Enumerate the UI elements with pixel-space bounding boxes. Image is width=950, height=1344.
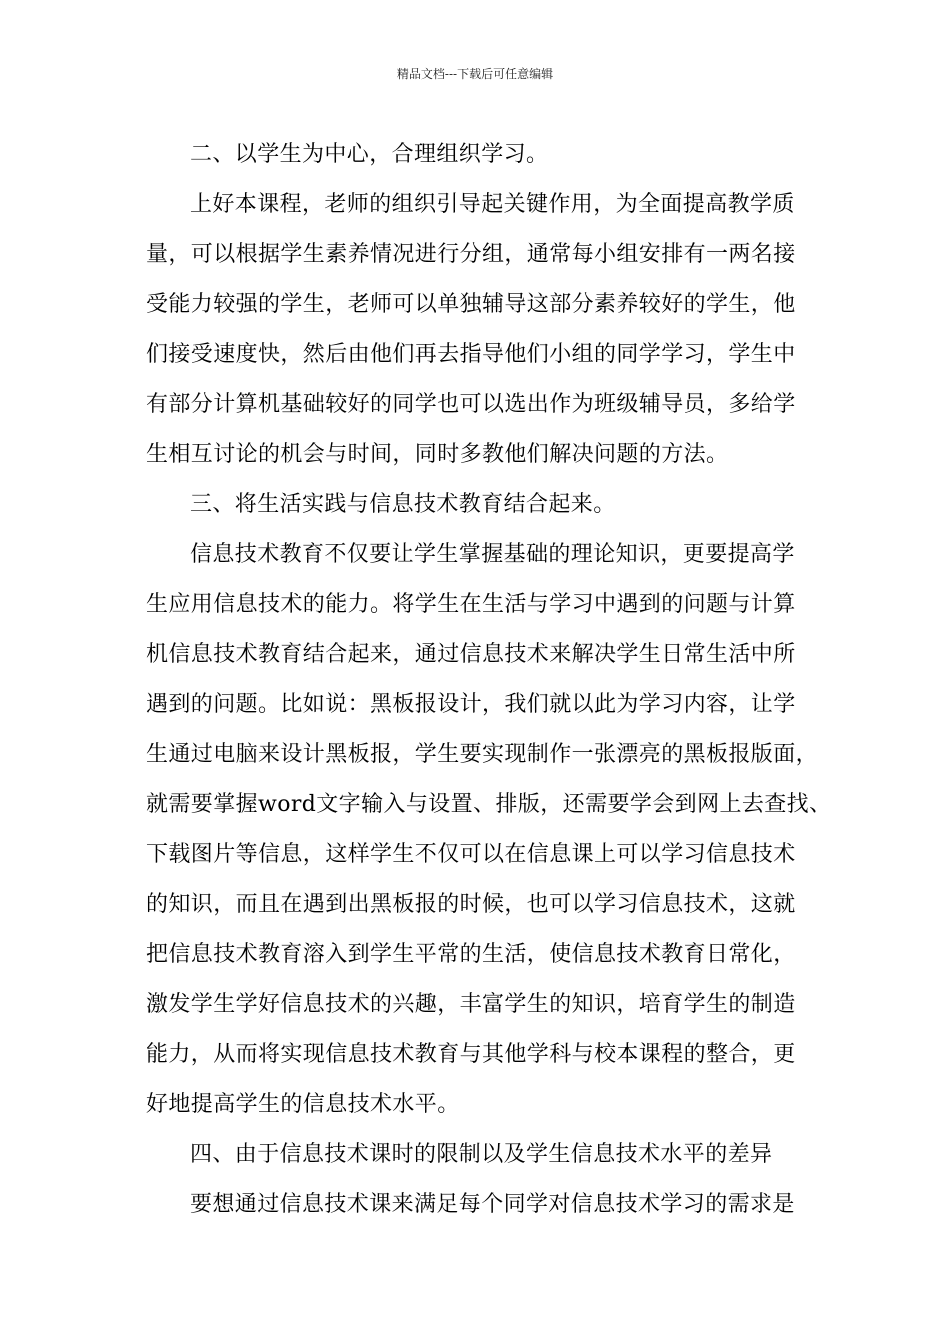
page-header: 精品文档---下载后可任意编辑 bbox=[396, 67, 554, 81]
text-line: 就需要掌握word文字输入与设置、排版，还需要学会到网上去查找、 bbox=[146, 792, 832, 817]
text-line: 三、将生活实践与信息技术教育结合起来。 bbox=[190, 492, 616, 517]
text-line: 要想通过信息技术课来满足每个同学对信息技术学习的需求是 bbox=[190, 1192, 795, 1217]
text-line: 生通过电脑来设计黑板报，学生要实现制作一张漂亮的黑板报版面， bbox=[146, 742, 819, 767]
text-line: 好地提高学生的信息技术水平。 bbox=[146, 1092, 460, 1117]
text-line: 能力，从而将实现信息技术教育与其他学科与校本课程的整合，更 bbox=[146, 1042, 796, 1067]
text-line: 生应用信息技术的能力。将学生在生活与学习中遇到的问题与计算 bbox=[146, 592, 796, 617]
text-line: 量，可以根据学生素养情况进行分组，通常每小组安排有一两名接 bbox=[146, 242, 796, 267]
text-line: 激发学生学好信息技术的兴趣，丰富学生的知识，培育学生的制造 bbox=[146, 992, 796, 1017]
text-line: 下载图片等信息，这样学生不仅可以在信息课上可以学习信息技术 bbox=[146, 842, 796, 867]
text-line: 的知识，而且在遇到出黑板报的时候，也可以学习信息技术，这就 bbox=[146, 892, 796, 917]
text-line: 信息技术教育不仅要让学生掌握基础的理论知识，更要提高学 bbox=[190, 542, 795, 567]
text-line: 受能力较强的学生，老师可以单独辅导这部分素养较好的学生，他 bbox=[146, 292, 796, 317]
text-line: 们接受速度快，然后由他们再去指导他们小组的同学学习，学生中 bbox=[146, 342, 796, 367]
text-line: 遇到的问题。比如说：黑板报设计，我们就以此为学习内容，让学 bbox=[146, 692, 796, 717]
text-line: 二、以学生为中心，合理组织学习。 bbox=[190, 142, 549, 167]
text-line: 生相互讨论的机会与时间，同时多教他们解决问题的方法。 bbox=[146, 442, 729, 467]
text-line: 把信息技术教育溶入到学生平常的生活，使信息技术教育日常化， bbox=[146, 942, 796, 967]
text-line: 有部分计算机基础较好的同学也可以选出作为班级辅导员，多给学 bbox=[146, 392, 796, 417]
document-body bbox=[146, 130, 832, 1230]
text-line: 四、由于信息技术课时的限制以及学生信息技术水平的差异 bbox=[190, 1142, 773, 1167]
text-line: 上好本课程，老师的组织引导起关键作用，为全面提高教学质 bbox=[190, 192, 795, 217]
text-line: 机信息技术教育结合起来，通过信息技术来解决学生日常生活中所 bbox=[146, 642, 796, 667]
